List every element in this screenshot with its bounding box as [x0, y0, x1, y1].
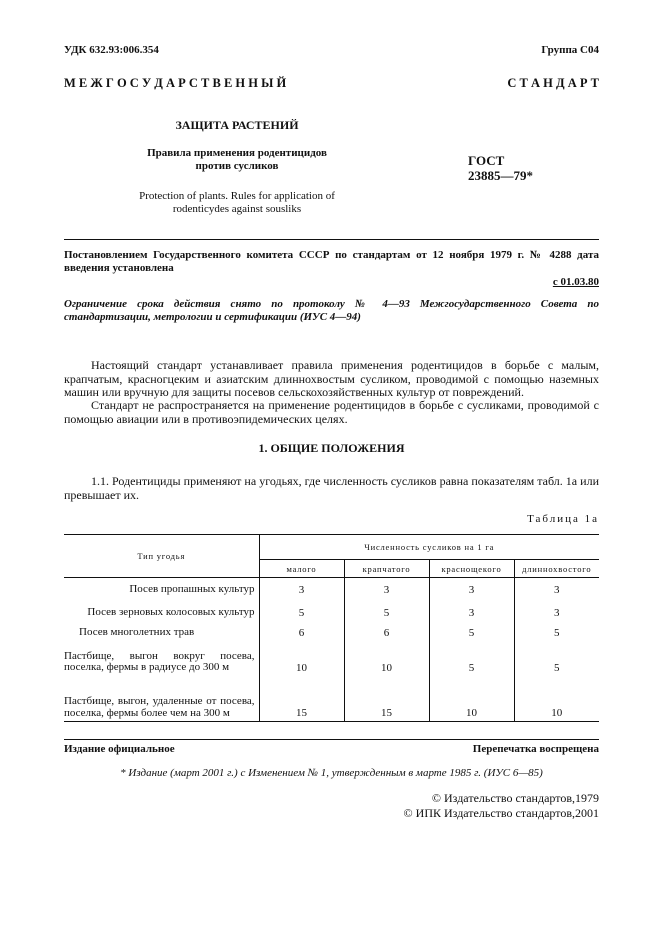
- row-value: 6: [344, 621, 429, 641]
- row-land: Посев многолетних трав: [64, 621, 259, 641]
- gost-code: 23885—79*: [468, 168, 533, 183]
- limitation-note: Ограничение срока действия снято по протоколу № 4—93 Межгосударственного Совета по стандартизации, метрологии и сертификации (ИУС 4—94): [64, 298, 599, 323]
- effective-date: с 01.03.80: [552, 276, 599, 288]
- reprint-notice: Перепечатка воспрещена: [472, 743, 599, 755]
- english-title: [132, 190, 342, 216]
- copyright-1979: © Издательство стандартов,1979: [431, 791, 599, 805]
- footer-divider: [64, 739, 599, 740]
- row-value: 6: [259, 621, 344, 641]
- row-value: 10: [344, 641, 429, 676]
- col-red-cheeked: краснощекого: [429, 560, 514, 578]
- row-value: 3: [429, 578, 514, 598]
- gost-label: ГОСТ: [468, 153, 505, 168]
- row-value: 10: [514, 676, 599, 722]
- english-title-line-2: rodenticydes against sousliks: [172, 203, 302, 215]
- section-title: 1. ОБЩИЕ ПОЛОЖЕНИЯ: [258, 441, 405, 455]
- col-spotted: крапчатого: [344, 560, 429, 578]
- official-edition-label: Издание официальное: [64, 743, 175, 755]
- edition-footnote: * Издание (март 2001 г.) с Изменением № 1, утвержденным в марте 1985 г. (ИУС 6—85): [120, 767, 543, 779]
- row-value: 15: [344, 676, 429, 722]
- copyright-2001: © ИПК Издательство стандартов,2001: [403, 806, 599, 820]
- standard-banner: [64, 76, 599, 91]
- udk-code: УДК 632.93:006.354: [64, 44, 159, 56]
- row-value: 3: [554, 606, 560, 619]
- row-value: 5: [554, 661, 560, 674]
- header-divider: [64, 239, 599, 240]
- row-value: 15: [259, 676, 344, 722]
- row-land: Пастбище, выгон вокруг посева, поселка, фермы в радиусе до 300 м: [64, 641, 259, 676]
- banner-word-interstate: М Е Ж Г О С У Д А Р С Т В Е Н Н Ы Й: [64, 76, 287, 90]
- banner-word-standard: С Т А Н Д А Р Т: [507, 76, 599, 90]
- row-value: 5: [429, 641, 514, 676]
- table-row: [64, 578, 599, 598]
- row-land: Посев пропашных культур: [64, 578, 259, 598]
- group-code: Группа С04: [541, 44, 599, 56]
- title-block: [132, 118, 342, 216]
- col-long-tailed: длиннохвостого: [514, 560, 599, 578]
- subtitle-line-1: Правила применения родентицидов: [147, 147, 327, 159]
- subtitle-line-2: против сусликов: [195, 160, 279, 172]
- decree-text: Постановлением Государственного комитета СССР по стандартам от 12 ноября 1979 г. № 4288 дата введения установлена: [64, 249, 599, 274]
- gost-number: [468, 153, 533, 183]
- table-row: [64, 598, 599, 621]
- table-row: [64, 621, 599, 641]
- row-value: 3: [429, 598, 514, 621]
- row-value: 10: [429, 676, 514, 722]
- row-value: 10: [259, 641, 344, 676]
- table-row: [64, 676, 599, 722]
- row-value: 5: [429, 621, 514, 641]
- table-caption: Таблица 1а: [527, 513, 599, 525]
- row-land: Посев зерновых колосовых культур: [64, 598, 259, 621]
- row-value: 3: [259, 578, 344, 598]
- clause-1-1: 1.1. Родентициды применяют на угодьях, где численность сусликов равна показателям табл. 1а или превышает их.: [64, 474, 599, 502]
- intro-paragraph: Настоящий стандарт устанавливает правила применения родентицидов в борьбе с малым, крапчатым, красногцеким и азиатским длиннохвостым сусликом, проводимой с помощью наземных машин или вручную для защиты посевов сельскохозяйственных культур от повреждений.: [64, 358, 599, 399]
- document-title: ЗАЩИТА РАСТЕНИЙ: [175, 118, 299, 132]
- row-value: 3: [344, 578, 429, 598]
- col-small: малого: [259, 560, 344, 578]
- row-value: 5: [554, 626, 560, 639]
- row-value: 3: [554, 583, 560, 596]
- density-table: [64, 534, 599, 722]
- row-land: Пастбище, выгон, удаленные от посева, поселка, фермы более чем на 300 м: [64, 676, 259, 722]
- table-row: [64, 641, 599, 676]
- document-subtitle: [132, 147, 342, 173]
- row-value: 5: [259, 598, 344, 621]
- scope-paragraph: Стандарт не распространяется на применение родентицидов в борьбе с сусликами, проводимой с помощью авиации или в противоэпидемических целях.: [64, 398, 599, 426]
- col-density-group: Численность сусликов на 1 га: [259, 535, 599, 560]
- row-value: 5: [344, 598, 429, 621]
- col-land-type: Тип угодья: [64, 535, 259, 578]
- english-title-line-1: Protection of plants. Rules for application of: [139, 190, 335, 202]
